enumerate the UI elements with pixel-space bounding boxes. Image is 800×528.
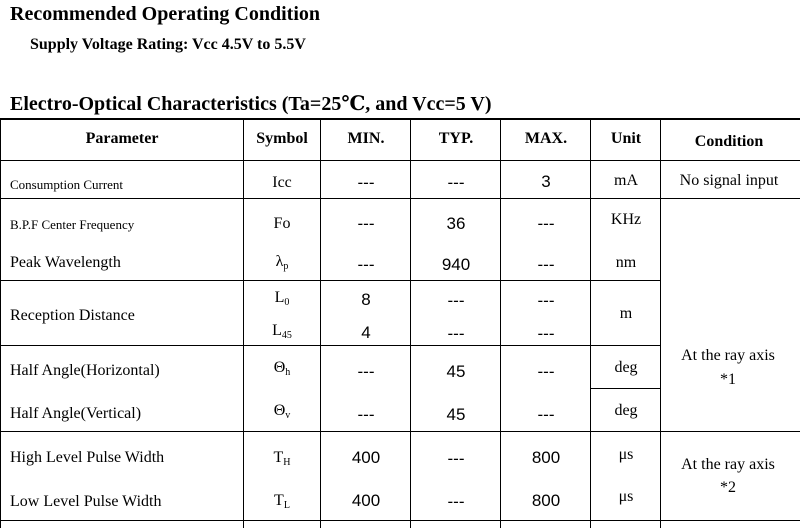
symbol-l: L <box>274 289 285 306</box>
typ-hv: 45 <box>446 405 466 424</box>
cond-ray-axis-2-note: *2 <box>720 479 736 496</box>
symbol-th <box>273 450 290 468</box>
symbol-lambda: λ <box>275 253 284 270</box>
row-divider <box>0 280 660 281</box>
symbol-sub-p: p <box>283 261 289 272</box>
min-icc: --- <box>357 173 375 192</box>
col-divider <box>243 118 244 528</box>
min-l0: 8 <box>361 290 371 309</box>
page-title: Recommended Operating Condition <box>10 3 320 25</box>
row-divider <box>0 345 660 346</box>
symbol-theta-h <box>274 360 291 378</box>
header-unit: Unit <box>610 130 642 147</box>
param-low-level-pulse-width: Low Level Pulse Width <box>10 493 162 510</box>
section-title: Electro-Optical Characteristics (Ta=25℃, and Vcc=5 V) <box>10 93 492 115</box>
typ-th: --- <box>447 449 465 468</box>
cond-ray-axis-1-note: *1 <box>720 371 736 388</box>
param-reception-distance: Reception Distance <box>10 307 135 324</box>
max-th: 800 <box>531 448 561 467</box>
symbol-sub-h: h <box>285 367 291 378</box>
header-min: MIN. <box>347 130 385 147</box>
row-divider <box>0 520 800 521</box>
max-l45: --- <box>537 324 555 343</box>
min-th: 400 <box>351 448 381 467</box>
typ-hh: 45 <box>446 362 466 381</box>
param-half-angle-vertical: Half Angle(Vertical) <box>10 405 142 422</box>
typ-lp: 940 <box>441 255 471 274</box>
param-peak-wavelength: Peak Wavelength <box>10 254 121 271</box>
symbol-lambda-p <box>276 254 289 272</box>
max-hv: --- <box>537 405 555 424</box>
symbol-sub-l: L <box>283 500 290 511</box>
col-divider <box>660 118 661 528</box>
min-hv: --- <box>357 405 375 424</box>
param-high-level-pulse-width: High Level Pulse Width <box>10 449 165 466</box>
header-typ: TYP. <box>438 130 474 147</box>
row-divider <box>0 160 800 161</box>
col-divider <box>0 118 1 528</box>
unit-tl: μs <box>618 488 634 505</box>
param-consumption-current: Consumption Current <box>10 177 124 192</box>
cond-ray-axis-1: At the ray axis <box>681 347 775 364</box>
min-tl: 400 <box>351 491 381 510</box>
max-fo: --- <box>537 214 555 233</box>
row-divider <box>0 198 800 199</box>
unit-icc: mA <box>614 172 638 189</box>
symbol-icc: Icc <box>272 174 292 191</box>
typ-tl: --- <box>447 492 465 511</box>
max-icc: 3 <box>541 172 551 191</box>
row-divider <box>0 431 800 432</box>
row-divider <box>590 388 660 389</box>
min-l45: 4 <box>361 323 371 342</box>
col-divider <box>590 118 591 528</box>
symbol-sub-45: 45 <box>281 330 292 341</box>
cond-icc: No signal input <box>679 172 779 189</box>
max-hh: --- <box>537 362 555 381</box>
symbol-fo: Fo <box>273 215 291 232</box>
symbol-t: T <box>274 492 284 509</box>
max-tl: 800 <box>531 491 561 510</box>
col-divider <box>410 118 411 528</box>
typ-l0: --- <box>447 291 465 310</box>
typ-icc: --- <box>447 173 465 192</box>
header-parameter: Parameter <box>85 130 159 147</box>
symbol-t: T <box>273 449 284 466</box>
cond-ray-axis-2: At the ray axis <box>681 456 775 473</box>
characteristics-table <box>0 118 800 528</box>
symbol-theta: Θ <box>273 402 286 419</box>
symbol-sub-0: 0 <box>284 297 290 308</box>
typ-fo: 36 <box>446 214 466 233</box>
param-half-angle-horizontal: Half Angle(Horizontal) <box>10 362 160 379</box>
unit-fo: KHz <box>610 211 642 228</box>
symbol-theta: Θ <box>273 359 286 376</box>
symbol-l0 <box>275 290 290 308</box>
unit-reception-distance: m <box>619 305 633 322</box>
min-fo: --- <box>357 214 375 233</box>
table-border-top <box>0 118 800 120</box>
param-bpf-center-frequency: B.P.F Center Frequency <box>10 217 135 232</box>
unit-hh: deg <box>614 359 638 376</box>
header-condition: Condition <box>694 133 764 150</box>
symbol-l45 <box>272 323 292 341</box>
min-hh: --- <box>357 362 375 381</box>
col-divider <box>320 118 321 528</box>
symbol-sub-h: H <box>283 457 291 468</box>
max-l0: --- <box>537 291 555 310</box>
supply-voltage-rating: Supply Voltage Rating: Vcc 4.5V to 5.5V <box>30 36 306 53</box>
unit-lp: nm <box>615 254 637 271</box>
col-divider <box>500 118 501 528</box>
unit-th: μs <box>618 446 634 463</box>
min-lp: --- <box>357 255 375 274</box>
symbol-theta-v <box>274 403 291 421</box>
symbol-l: L <box>272 322 282 339</box>
header-symbol: Symbol <box>256 130 308 147</box>
symbol-sub-v: v <box>285 410 291 421</box>
header-max: MAX. <box>524 130 568 147</box>
typ-l45: --- <box>447 324 465 343</box>
unit-hv: deg <box>614 402 638 419</box>
max-lp: --- <box>537 255 555 274</box>
symbol-tl <box>274 493 290 511</box>
